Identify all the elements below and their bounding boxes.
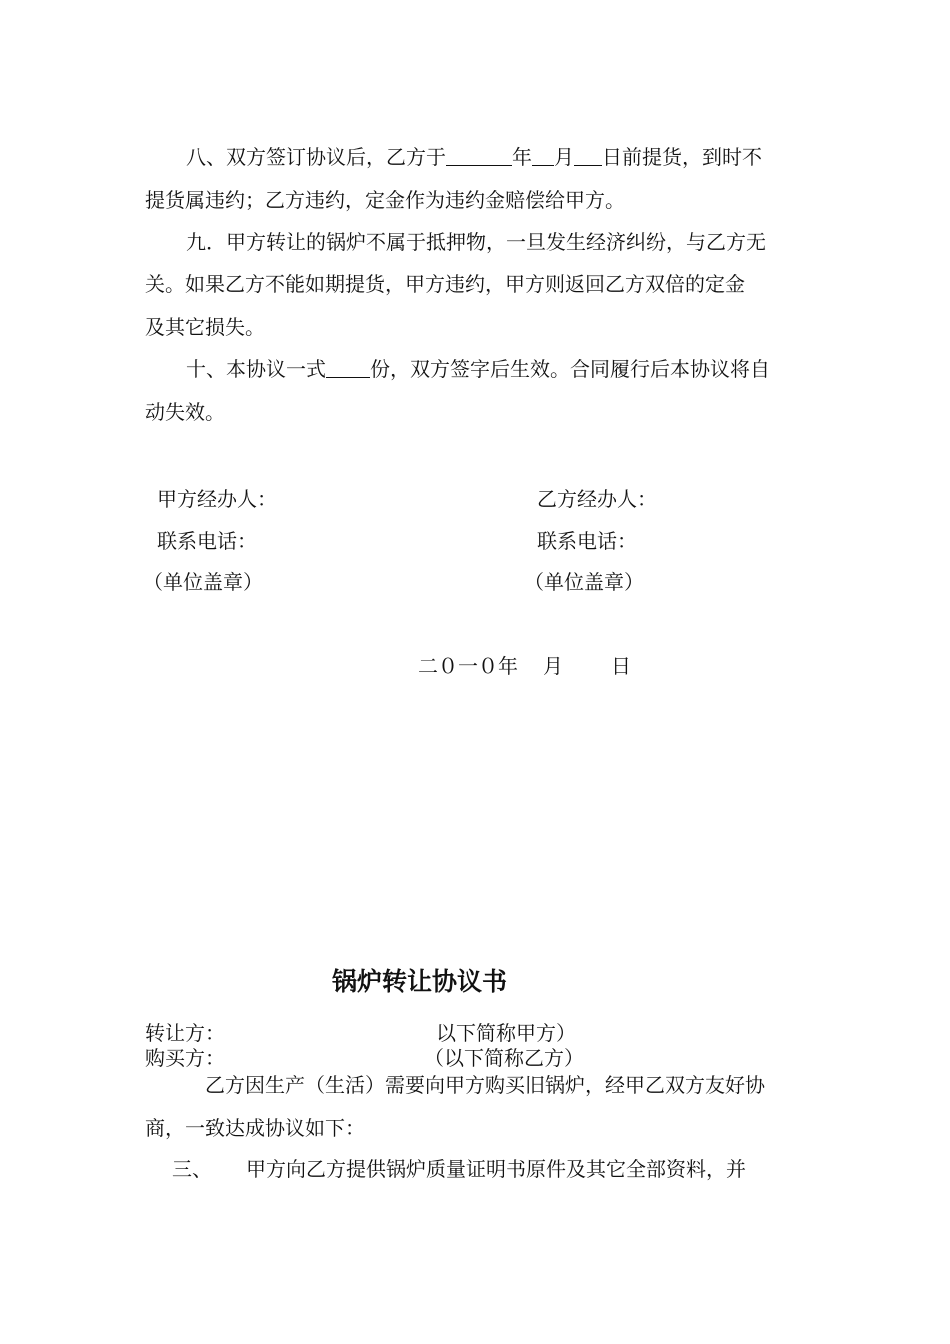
party-b-phone-label: 联系电话： bbox=[537, 529, 637, 553]
buyer-note: （以下简称乙方） bbox=[424, 1046, 584, 1070]
date-month: 月 bbox=[543, 654, 563, 678]
blank-year bbox=[446, 145, 512, 166]
clause-eight-text-b: 年 bbox=[512, 145, 532, 169]
agreement-title: 锅炉转让协议书 bbox=[332, 967, 508, 996]
clause-eight-text-a: 八、双方签订协议后，乙方于 bbox=[186, 145, 446, 169]
clause-nine-line1: 九．甲方转让的锅炉不属于抵押物，一旦发生经济纠纷，与乙方无 bbox=[186, 230, 766, 254]
clause-three-text: 甲方向乙方提供锅炉质量证明书原件及其它全部资料，并 bbox=[246, 1157, 746, 1181]
party-a-phone-label: 联系电话： bbox=[157, 529, 257, 553]
intro-line2: 商，一致达成协议如下： bbox=[145, 1116, 365, 1140]
clause-three-number: 三、 bbox=[172, 1157, 212, 1181]
clause-eight-text-d: 日前提货，到时不 bbox=[602, 145, 762, 169]
clause-ten-text-b: 份，双方签字后生效。合同履行后本协议将自 bbox=[370, 357, 770, 381]
transferor-label: 转让方： bbox=[145, 1021, 225, 1045]
clause-eight-line1 bbox=[186, 145, 762, 169]
blank-copies bbox=[326, 357, 370, 378]
date-day: 日 bbox=[611, 654, 631, 678]
clause-nine-line3: 及其它损失。 bbox=[145, 315, 265, 339]
clause-nine-line2: 关。如果乙方不能如期提货，甲方违约，甲方则返回乙方双倍的定金 bbox=[145, 272, 745, 296]
intro-line1: 乙方因生产（生活）需要向甲方购买旧锅炉，经甲乙双方友好协 bbox=[205, 1073, 765, 1097]
clause-ten-line1 bbox=[186, 357, 770, 381]
clause-ten-text-a: 十、本协议一式 bbox=[186, 357, 326, 381]
blank-day bbox=[574, 145, 602, 166]
transferor-note: 以下简称甲方） bbox=[436, 1021, 576, 1045]
buyer-label: 购买方： bbox=[145, 1046, 225, 1070]
blank-month bbox=[532, 145, 554, 166]
party-a-agent-label: 甲方经办人： bbox=[157, 487, 277, 511]
clause-eight-line2: 提货属违约；乙方违约，定金作为违约金赔偿给甲方。 bbox=[145, 188, 625, 212]
clause-eight-text-c: 月 bbox=[554, 145, 574, 169]
party-b-agent-label: 乙方经办人： bbox=[537, 487, 657, 511]
party-b-seal-label: （单位盖章） bbox=[524, 570, 644, 594]
clause-ten-line2: 动失效。 bbox=[145, 400, 225, 424]
date-year: 二０一０年 bbox=[418, 654, 518, 678]
party-a-seal-label: （单位盖章） bbox=[143, 570, 263, 594]
